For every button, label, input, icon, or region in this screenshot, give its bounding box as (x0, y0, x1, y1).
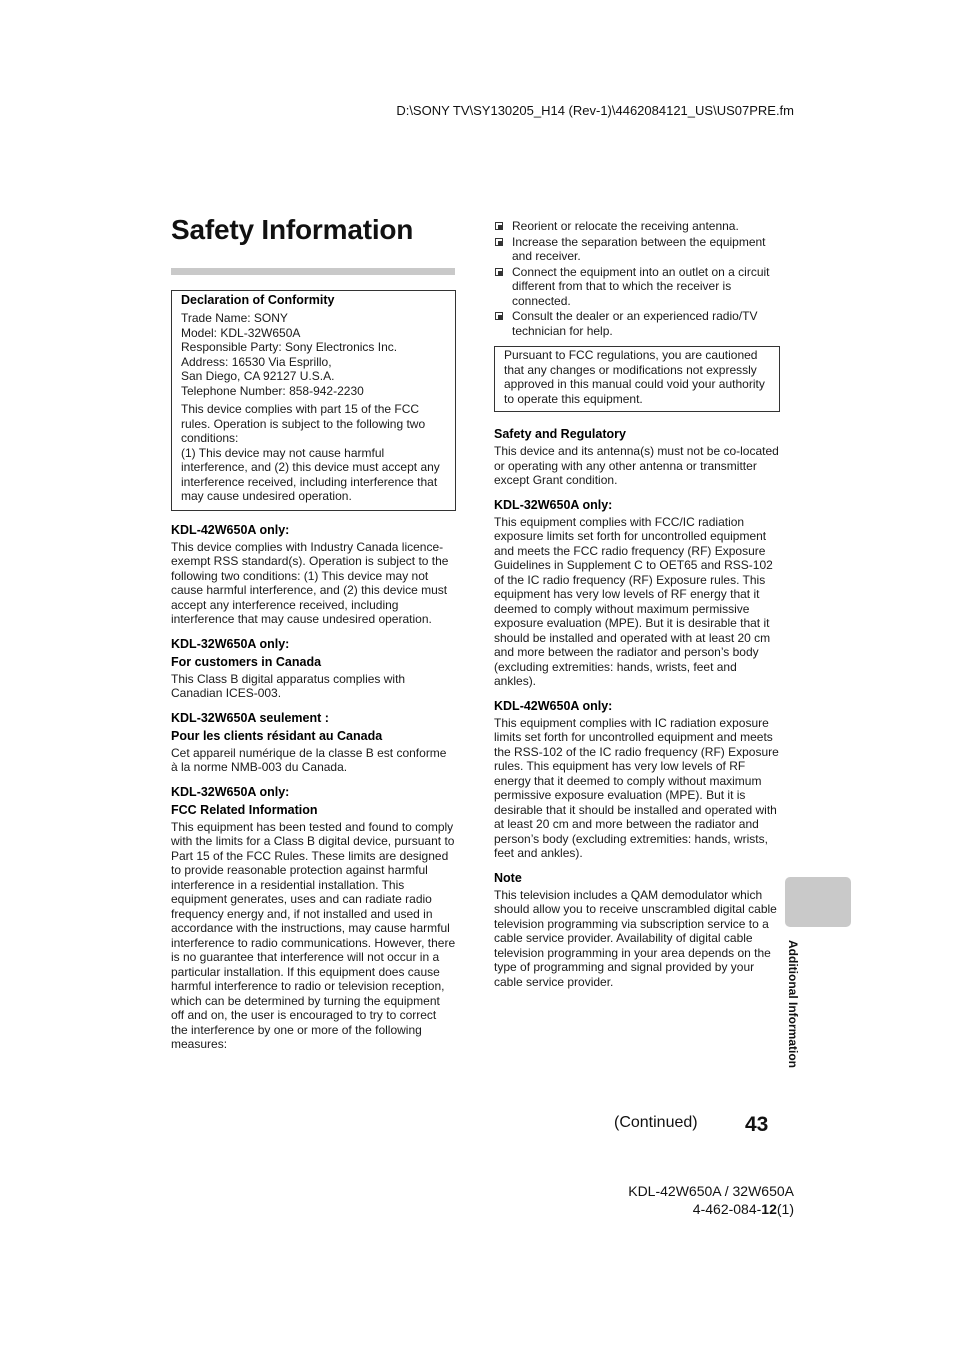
checkbox-bullet-icon (495, 222, 503, 230)
section-heading: Safety and Regulatory (494, 427, 626, 441)
page-number: 43 (745, 1113, 769, 1136)
section-text: This equipment complies with IC radiation exposure limits set forth for uncontrolled equipment and meets the RSS-102 of the IC radio frequency (RF) Exposure rules. This equipment has very low levels of RF energy that it deemed to comply without maximum permissive exposure evaluation (MPE). But it is desirable that it should be installed and operated with at least 20 cm and more between the radiator and person’s body (excluding extremities: hands, wrists, feet and ankles). (494, 715, 779, 860)
responsible-party: Responsible Party: Sony Electronics Inc. (181, 340, 398, 354)
document-code: 4-462-084-12(1) (692, 1201, 794, 1217)
section-heading: Note (494, 870, 522, 885)
section-heading: KDL-42W650A only: (494, 698, 613, 713)
list-item: Connect the equipment into an outlet on a circuit different from that to which the receiver is connected. (494, 265, 780, 309)
conditions-text: (1) This device may not cause harmful interference, and (2) this device must accept any interference received, including interference that may cause undesired operation. (181, 445, 440, 503)
page-title: Safety Information (171, 214, 414, 245)
continued-label: (Continued) (614, 1114, 698, 1131)
checkbox-bullet-icon (495, 238, 503, 246)
section-text: This equipment has been tested and found to comply with the limits for a Class B digital device, pursuant to Part 15 of the FCC Rules. These limits are designed to provide reasonable protection against harmful interference in a residential installation. This equipment generates, uses and can radiate radio frequency energy and, if not installed and used in accordance with the instructions, may cause harmful interference to radio communications. However, there is no guarantee that interference will not occur in a particular installation. If this equipment does cause harmful interference to radio or television reception, which can be determined by turning the equipment off and on, the user is encouraged to try to correct the interference by one or more of the following measures: (171, 819, 456, 1051)
section-subheading: Pour les clients résidant au Canada (171, 728, 383, 743)
checkbox-bullet-icon (495, 268, 503, 276)
checkbox-bullet-icon (495, 312, 503, 320)
model-number: KDL-42W650A / 32W650A (628, 1183, 794, 1199)
section-heading: KDL-32W650A seulement : (171, 710, 329, 725)
fcc-caution-text: Pursuant to FCC regulations, you are cautioned that any changes or modifications not expressly approved in this manual could void your authority to operate this equipment. (504, 348, 765, 406)
list-item: Reorient or relocate the receiving antenna. (494, 219, 780, 234)
section-text: Cet appareil numérique de la classe B est conforme à la norme NMB-003 du Canada. (171, 745, 447, 774)
trade-name: Trade Name: SONY (181, 311, 288, 325)
list-item: Consult the dealer or an experienced radio/TV technician for help. (494, 309, 780, 338)
measures-list (494, 219, 780, 338)
declaration-heading: Declaration of Conformity (181, 293, 335, 307)
section-heading: KDL-42W650A only: (171, 522, 290, 537)
section-subheading: FCC Related Information (171, 802, 318, 817)
right-column (494, 219, 780, 989)
title-rule (171, 268, 455, 275)
list-item: Increase the separation between the equipment and receiver. (494, 235, 780, 264)
address-line-1: Address: 16530 Via Esprillo, (181, 354, 332, 369)
section-text: This Class B digital apparatus complies with Canadian ICES-003. (171, 671, 406, 700)
section-text: This device complies with Industry Canada licence-exempt RSS standard(s). Operation is subject to the following two conditions: (1) This device may not cause harmful interference, and (2) this device must accept any interference received, including interference that may cause undesired operation. (171, 539, 449, 626)
section-heading: KDL-32W650A only: (171, 784, 290, 799)
section-text: This equipment complies with FCC/IC radiation exposure limits set forth for uncontrolled equipment and meets the FCC radio frequency (RF) Exposure Guidelines in Supplement C to OET65 and RSS-102 of the IC radio frequency (RF) Exposure rules. This equipment has very low levels of RF energy that it deemed to comply without maximum permissive exposure evaluation (MPE). But it is desirable that it should be installed and operated with at least 20 cm and more between the radiator and person’s body (excluding extremities: hands, wrists, feet and ankles). (494, 514, 773, 688)
fcc-caution-box (494, 346, 780, 412)
left-column (171, 290, 456, 1052)
section-heading: KDL-32W650A only: (494, 497, 613, 512)
address-line-2: San Diego, CA 92127 U.S.A. (181, 369, 335, 383)
section-tab (785, 877, 851, 927)
section-text: This television includes a QAM demodulator which should allow you to receive unscrambled digital cable television programming via subscription service to a cable service provider. Availability of digital cable television programming in your area depends on the type of programming and signal provided by your cable service provider. (494, 887, 777, 989)
file-path: D:\SONY TV\SY130205_H14 (Rev-1)\4462084121_US\US07PRE.fm (396, 103, 794, 118)
section-subheading: For customers in Canada (171, 654, 322, 669)
telephone: Telephone Number: 858-942-2230 (181, 383, 364, 398)
compliance-text: This device complies with part 15 of the FCC rules. Operation is subject to the following two conditions: (181, 402, 426, 445)
section-text: This device and its antenna(s) must not be co-located or operating with any other antenna or transmitter except Grant condition. (494, 444, 779, 487)
model-line: Model: KDL-32W650A (181, 325, 301, 340)
section-tab-label: Additional Information (786, 940, 800, 1068)
section-heading: KDL-32W650A only: (171, 636, 290, 651)
declaration-box (171, 290, 456, 511)
